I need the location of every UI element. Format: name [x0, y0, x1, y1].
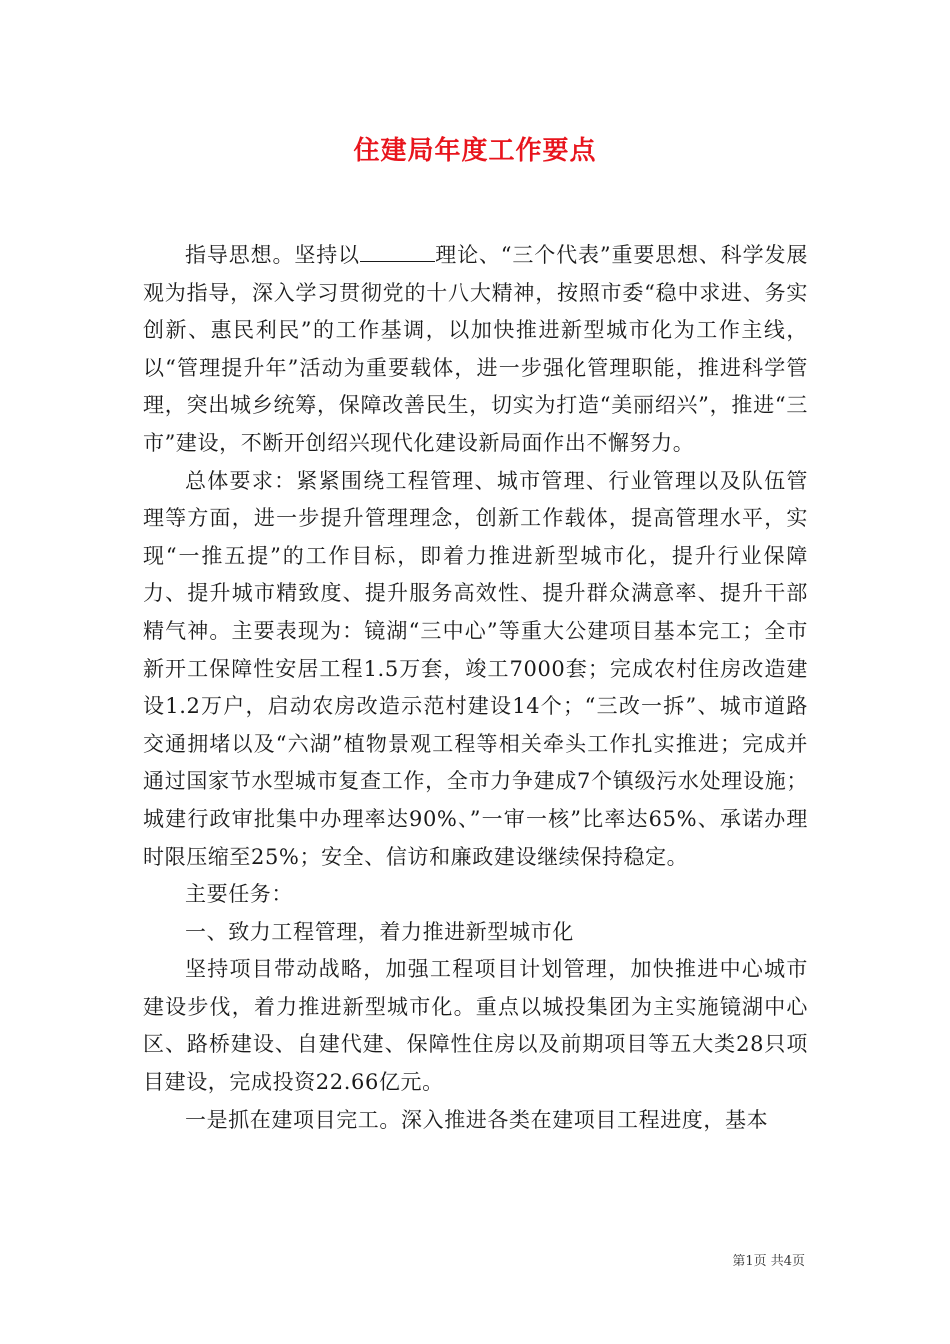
paragraph-text: 指导思想。坚持以: [185, 243, 360, 267]
document-title: 住建局年度工作要点: [353, 136, 597, 166]
paragraph-text: 理论、“三个代表”重要思想、科学发展观为指导，深入学习贯彻党的十八大精神，按照市委“稳中求进、务实创新、惠民利民”的工作基调，以加快推进新型城市化为工作主线，以“管理提升年”活动为重要载体，进一步强化管理职能，推进科学管理，突出城乡统筹，保障改善民生，切实为打造“美丽绍兴”，推进“三市”建设，不断开创绍兴现代化建设新局面作出不懈努力。: [143, 243, 808, 455]
fill-in-blank: [360, 243, 435, 262]
paragraph-section-1-item-1: 一是抓在建项目完工。深入推进各类在建项目工程进度，基本: [185, 1107, 769, 1132]
document-body: [143, 237, 808, 1139]
page-number: 第1页 共4页: [732, 1254, 805, 1269]
paragraph-main-tasks-heading: 主要任务：: [185, 882, 293, 907]
paragraph-overall-requirements: 总体要求：紧紧围绕工程管理、城市管理、行业管理以及队伍管理等方面，进一步提升管理理念，创新工作载体，提高管理水平，实现“一推五提”的工作目标，即着力推进新型城市化，提升行业保障力、提升城市精致度、提升服务高效性、提升群众满意率、提升干部精气神。主要表现为：镜湖“三中心”等重大公建项目基本完工；全市新开工保障性安居工程1.5万套，竣工7000套；完成农村住房改造建设1.2万户，启动农房改造示范村建设14个；“三改一拆”、城市道路交通拥堵以及“六湖”植物景观工程等相关牵头工作扎实推进；完成并通过国家节水型城市复查工作，全市力争建成7个镇级污水处理设施；城建行政审批集中办理率达90%、”一审一核”比率达65%、承诺办理时限压缩至25%；安全、信访和廉政建设继续保持稳定。: [143, 468, 808, 869]
section-heading-1: 一、致力工程管理，着力推进新型城市化: [185, 919, 574, 944]
paragraph-section-1-body: 坚持项目带动战略，加强工程项目计划管理，加快推进中心城市建设步伐，着力推进新型城市化。重点以城投集团为主实施镜湖中心区、路桥建设、自建代建、保障性住房以及前期项目等五大类28只项目建设，完成投资22.66亿元。: [143, 957, 808, 1095]
paragraph-guiding-thought: [143, 237, 808, 463]
